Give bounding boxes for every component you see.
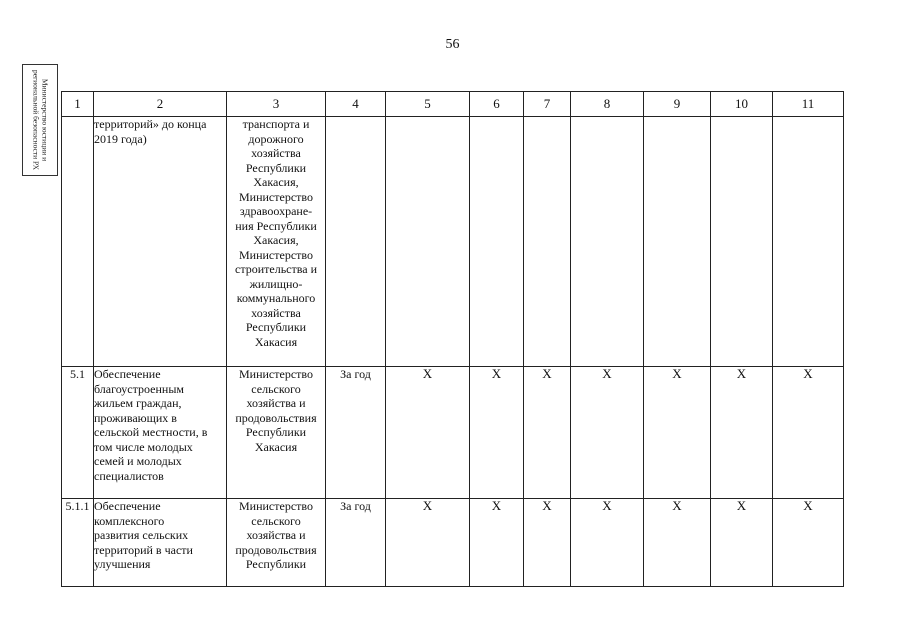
row-number [62,117,94,367]
row-value: Х [524,367,571,499]
row-value: Х [711,499,773,587]
page-number: 56 [445,37,460,52]
row-name-cell [94,367,227,499]
row-period [326,117,386,367]
table-row [62,117,844,367]
program-table [61,91,844,587]
row-value: Х [524,499,571,587]
row-value: Х [470,367,524,499]
row-name-line: 2019 года) [94,131,147,146]
row-name-line: территорий в части [94,542,193,557]
row-value: Х [644,367,711,499]
row-executor-line: Министерство [239,189,313,204]
row-name-line: жильем граждан, [94,396,182,410]
row-executor-line: хозяйства [251,305,301,320]
row-executor-line: дорожного [248,131,304,146]
column-header: 11 [773,92,844,117]
row-executor-line: жилищно- [249,276,303,291]
row-value [711,117,773,367]
row-value [386,117,470,367]
row-executor-line: Министерство [239,367,313,381]
row-executor-line: Министерство [239,247,313,262]
row-value [644,117,711,367]
registration-stamp [22,64,58,176]
column-header: 3 [227,92,326,117]
row-executor-line: ния Республики [235,218,317,233]
table-row [62,499,844,587]
row-executor-cell [227,117,326,367]
row-name-line: специалистов [94,468,164,483]
row-executor-line: сельского [251,381,301,396]
row-name-line: проживающих в [94,410,177,425]
row-value: Х [571,499,644,587]
row-name-line: сельской местности, в [94,425,208,439]
row-value: Х [773,499,844,587]
row-value [470,117,524,367]
column-header: 7 [524,92,571,117]
row-name-line: комплексного [94,513,165,528]
row-executor-line: Хакасия, [253,233,299,247]
column-header: 1 [62,92,94,117]
row-executor-line: Министерство [239,499,313,513]
row-executor-line: хозяйства [251,146,301,160]
row-executor-line: Республики [245,425,307,439]
row-executor-line: Хакасия, [253,175,299,189]
table-header-row [62,92,844,117]
row-number: 5.1.1 [62,499,94,587]
table-row [62,367,844,499]
row-name-cell [94,499,227,587]
row-executor-line: Хакасия [254,334,298,349]
row-value: Х [644,499,711,587]
column-header: 9 [644,92,711,117]
column-header: 8 [571,92,644,117]
column-header: 5 [386,92,470,117]
row-value: Х [386,499,470,587]
row-value: Х [470,499,524,587]
row-executor-line: продовольствия [235,542,317,557]
row-executor-line: строительства и [235,262,317,276]
row-executor-cell [227,499,326,587]
row-name-line: территорий» до конца [94,117,207,131]
row-value: Х [571,367,644,499]
row-number: 5.1 [62,367,94,499]
row-value: Х [711,367,773,499]
row-name-line: семей и молодых [94,454,182,468]
row-name-line: Обеспечение [94,367,161,381]
row-value: Х [773,367,844,499]
row-executor-line: сельского [251,513,301,528]
column-header: 2 [94,92,227,117]
row-executor-line: хозяйства и [246,396,306,410]
row-name-line: улучшения [94,557,151,571]
row-value [773,117,844,367]
row-name-line: развития сельских [94,528,189,542]
row-period: За год [326,499,386,587]
row-executor-line: здравоохране- [239,204,313,218]
row-executor-line: Республики [245,320,307,334]
column-header: 6 [470,92,524,117]
row-executor-line: транспорта и [242,117,310,131]
row-executor-cell [227,367,326,499]
column-header: 10 [711,92,773,117]
row-executor-line: Республики [245,557,307,571]
row-name-line: благоустроенным [94,381,184,396]
row-value: Х [386,367,470,499]
row-executor-line: Республики [245,160,307,175]
row-value [524,117,571,367]
row-value [571,117,644,367]
row-executor-line: продовольствия [235,410,317,425]
column-header: 4 [326,92,386,117]
row-name-line: том числе молодых [94,439,193,454]
row-name-line: Обеспечение [94,499,161,513]
row-executor-line: хозяйства и [246,528,306,542]
stamp-text: Министерство юстиции и региональной безопасности РХ [32,69,50,171]
row-period: За год [326,367,386,499]
row-executor-line: коммунального [236,291,316,305]
row-executor-line: Хакасия [254,439,298,454]
row-name-cell [94,117,227,367]
